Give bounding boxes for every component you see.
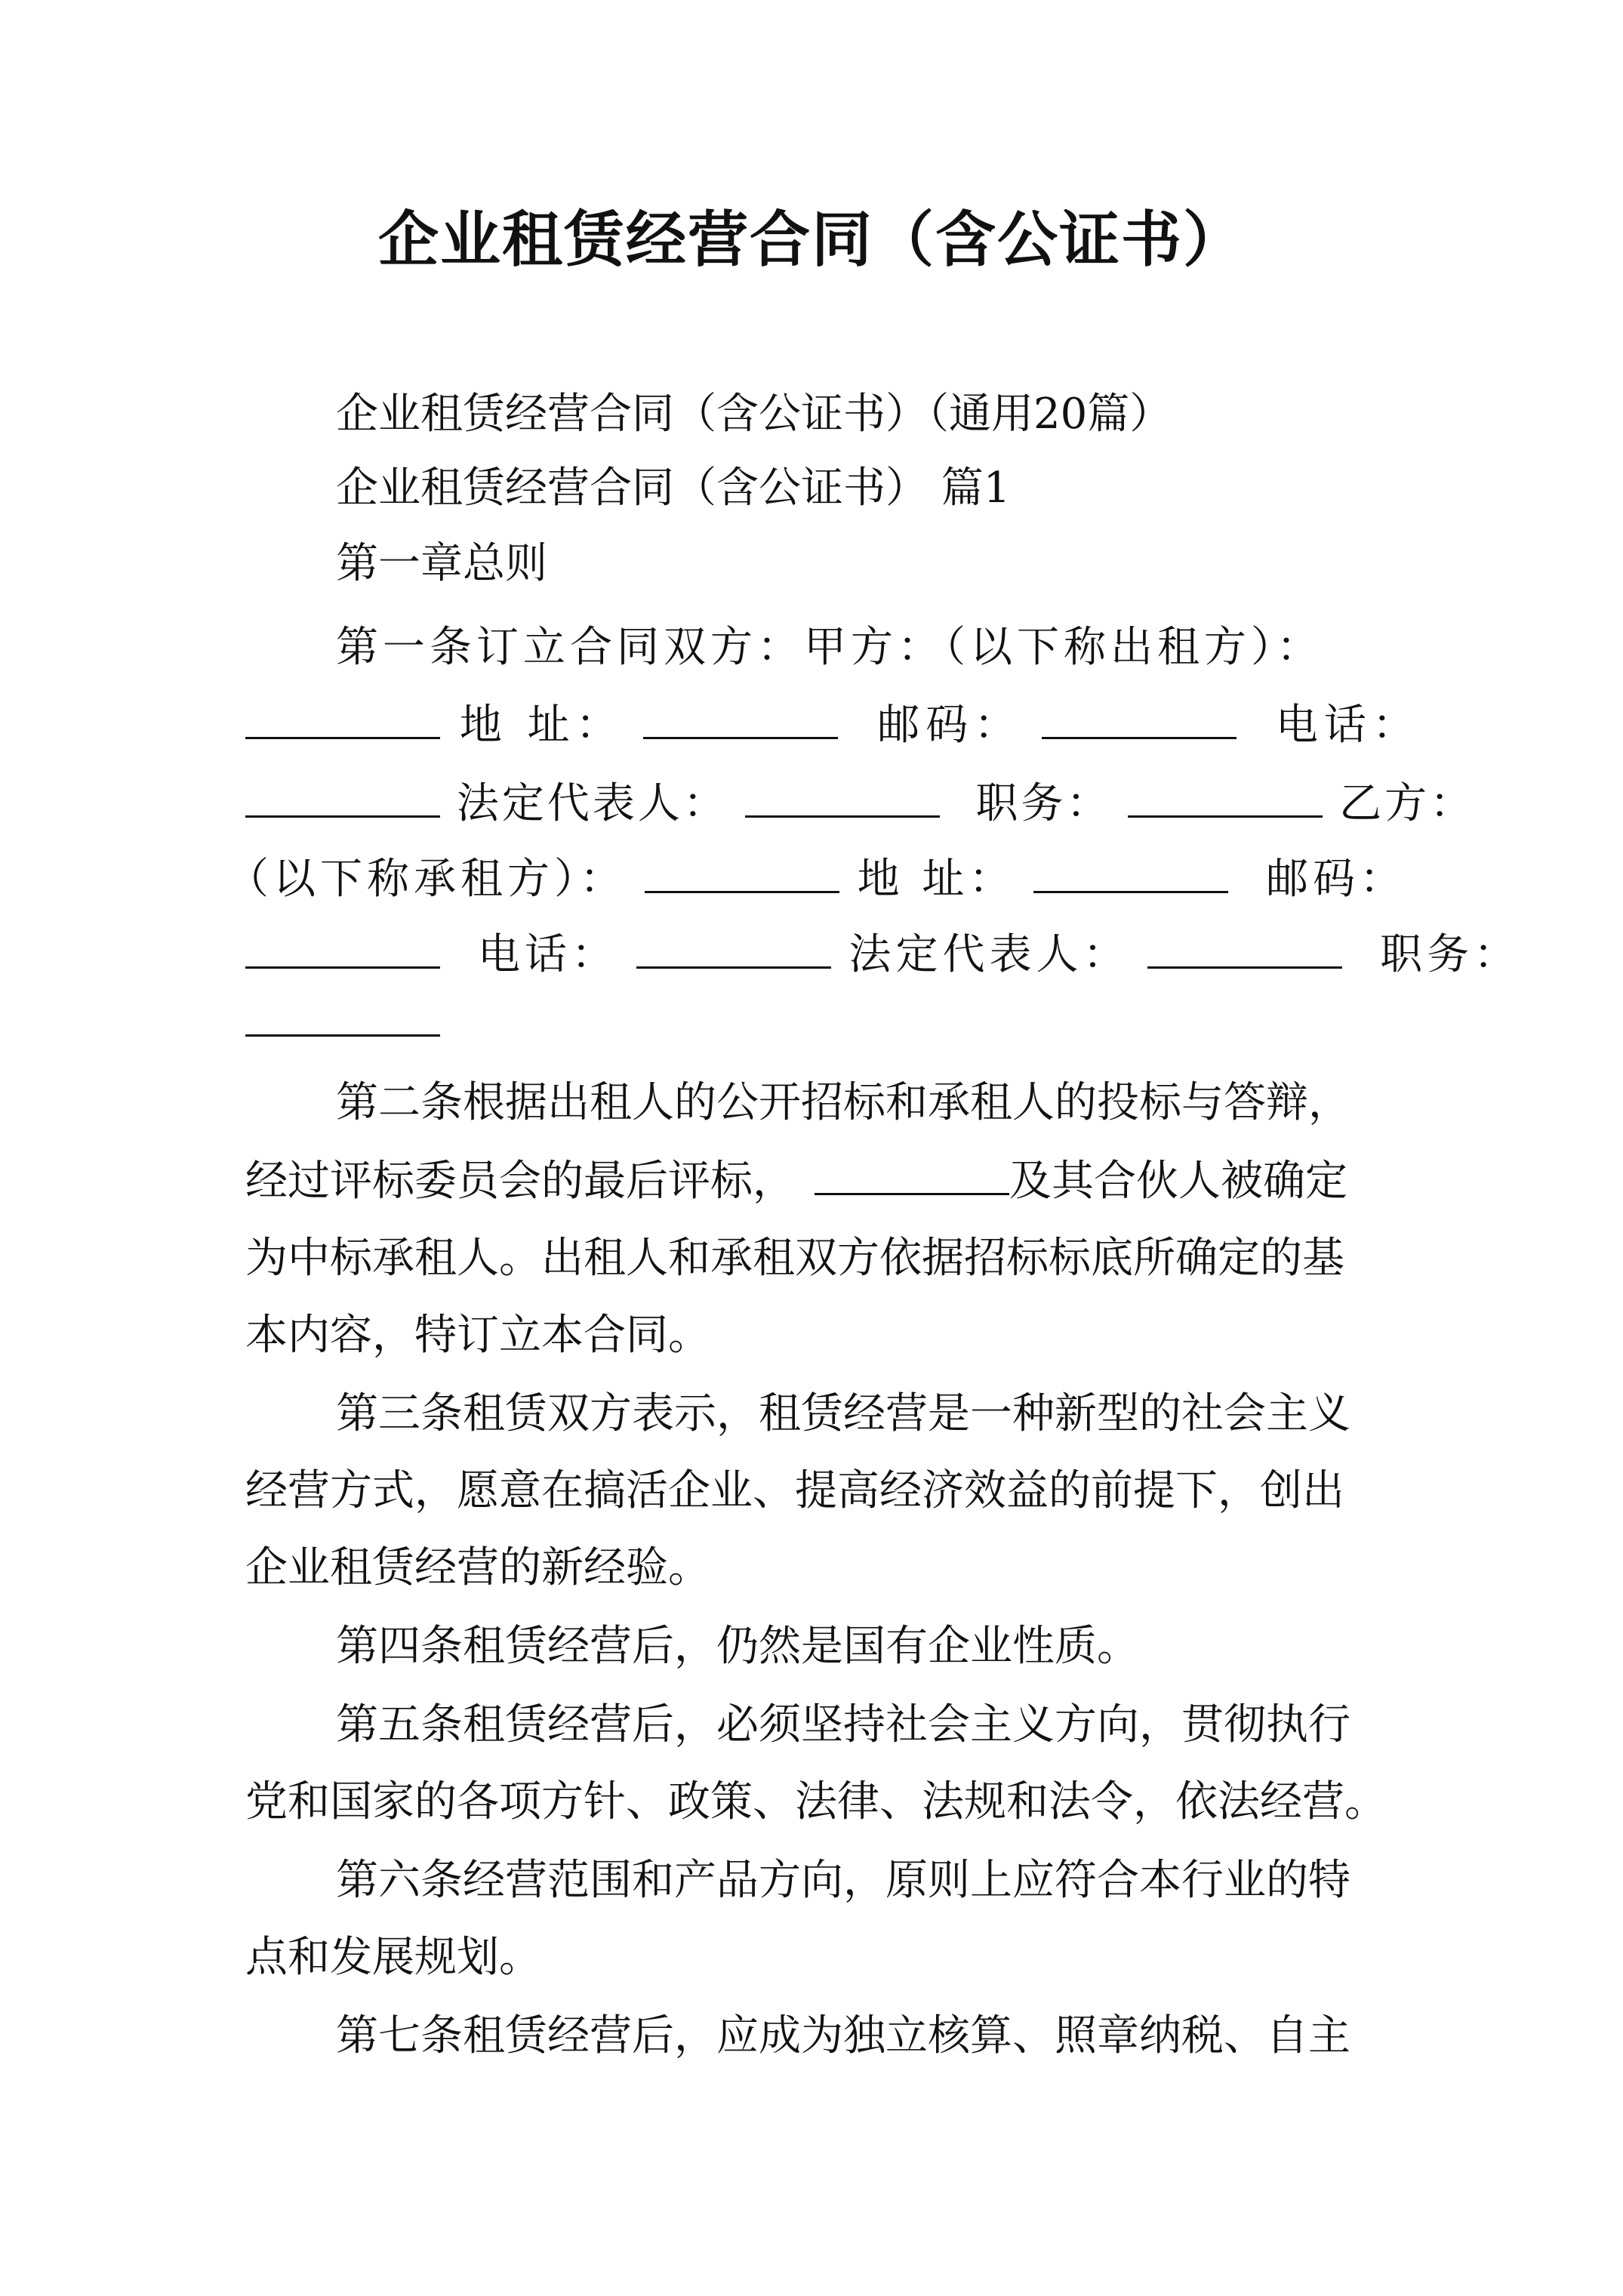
- article1-line3: [245, 776, 1476, 831]
- blank-postcode-a[interactable]: [1042, 698, 1236, 739]
- blank-postcode-b[interactable]: [245, 927, 440, 969]
- label-party-b-note: （以下称承租方）：: [226, 855, 627, 904]
- article6-line1: 第六条经营范围和产品方向，原则上应符合本行业的特: [336, 1856, 1350, 1905]
- label-postcode-a: 邮码：: [877, 701, 1023, 750]
- article1-lead: 第一条订立合同双方：甲方：（以下称出租方）：: [336, 623, 1323, 672]
- article1-line6: [245, 995, 1378, 1049]
- document-title: 企业租赁经营合同（含公证书）: [378, 204, 1245, 275]
- blank-party-a-name[interactable]: [245, 698, 440, 739]
- article3-line1: 第三条租赁双方表示，租赁经营是一种新型的社会主义: [336, 1389, 1350, 1438]
- label-postcode-b: 邮码：: [1266, 855, 1407, 904]
- article1-line2: [245, 698, 1421, 752]
- article1-line4: [226, 852, 1407, 906]
- label-position-a: 职务：: [975, 779, 1112, 828]
- article2-line1: 第二条根据出租人的公开招标和承租人的投标与答辩，: [336, 1078, 1350, 1127]
- article2-line2: [245, 1154, 1378, 1208]
- blank-legal-rep-a[interactable]: [745, 776, 940, 818]
- article5-line2: 党和国家的各项方针、政策、法律、法规和法令，依法经营。: [245, 1777, 1387, 1826]
- article1-line5: [245, 927, 1521, 982]
- label-address-a: 地 址：: [459, 701, 624, 750]
- article4-line1: 第四条租赁经营后，仍然是国有企业性质。: [336, 1622, 1139, 1671]
- label-address-b: 地 址：: [857, 855, 1016, 904]
- blank-position-a[interactable]: [1128, 776, 1323, 818]
- label-position-b: 职务：: [1380, 930, 1521, 979]
- label-legal-rep-b: 法定代表人：: [848, 930, 1130, 979]
- article5-line1: 第五条租赁经营后，必须坚持社会主义方向，贯彻执行: [336, 1700, 1350, 1749]
- blank-address-b[interactable]: [1033, 852, 1228, 893]
- label-legal-rep-a: 法定代表人：: [456, 779, 728, 828]
- blank-phone-b[interactable]: [636, 927, 831, 969]
- blank-position-b[interactable]: [245, 995, 440, 1037]
- article2-line4: 本内容，特订立本合同。: [245, 1311, 710, 1360]
- label-phone-a: 电话：: [1275, 701, 1421, 750]
- article2-line2-a: 经过评标委员会的最后评标，: [245, 1157, 795, 1206]
- chapter-heading: 第一章总则: [336, 539, 547, 588]
- article6-line2: 点和发展规划。: [245, 1933, 541, 1982]
- article7-line1: 第七条租赁经营后，应成为独立核算、照章纳税、自主: [336, 2011, 1350, 2060]
- label-party-b: 乙方：: [1339, 779, 1476, 828]
- subtitle: 企业租赁经营合同（含公证书）（通用20篇）: [336, 390, 1172, 439]
- blank-bidder-name[interactable]: [815, 1154, 1009, 1195]
- blank-address-a[interactable]: [643, 698, 838, 739]
- blank-phone-a[interactable]: [245, 776, 440, 818]
- blank-legal-rep-b[interactable]: [1147, 927, 1342, 969]
- article2-line3: 为中标承租人。出租人和承租双方依据招标标底所确定的基: [245, 1234, 1344, 1283]
- article3-line2: 经营方式，愿意在搞活企业、提高经济效益的前提下，创出: [245, 1466, 1344, 1515]
- article2-line2-b: 及其合伙人被确定: [1009, 1157, 1347, 1206]
- article3-line3: 企业租赁经营的新经验。: [245, 1543, 710, 1592]
- blank-party-b-name[interactable]: [645, 852, 839, 893]
- label-phone-b: 电话：: [477, 930, 618, 979]
- section-heading: 企业租赁经营合同（含公证书） 篇1: [336, 464, 1011, 513]
